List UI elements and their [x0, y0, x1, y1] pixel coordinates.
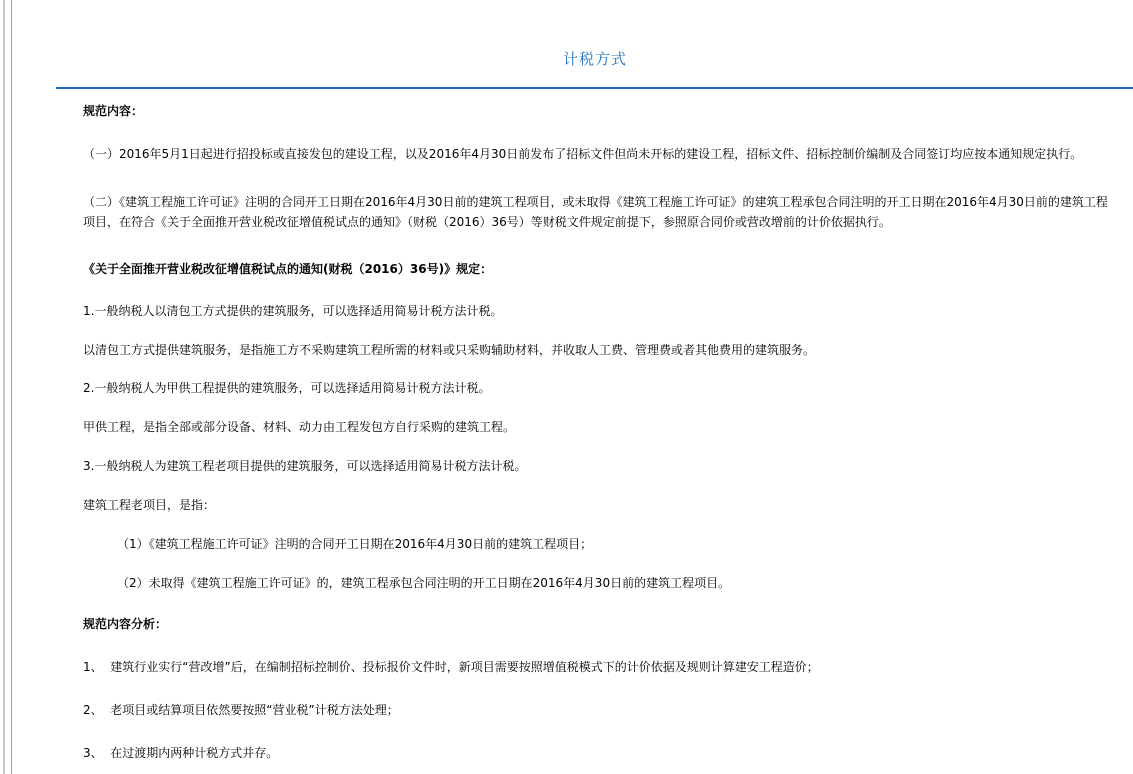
notice-item-2-desc: 甲供工程，是指全部或部分设备、材料、动力由工程发包方自行采购的建筑工程。: [83, 420, 516, 434]
notice-item-3: 3.一般纳税人为建筑工程老项目提供的建筑服务，可以选择适用简易计税方法计税。: [83, 459, 527, 473]
analysis-item-2: 2、 老项目或结算项目依然要按照“营业税”计税方法处理；: [83, 703, 399, 717]
analysis-item-1: 1、 建筑行业实行“营改增”后，在编制招标控制价、投标报价文件时，新项目需要按照增值税模式下的计价依据及规则计算建安工程造价；: [83, 660, 819, 674]
notice-item-3-desc: 建筑工程老项目，是指：: [83, 498, 216, 512]
notice-item-3-sub-2: （2）未取得《建筑工程施工许可证》的，建筑工程承包合同注明的开工日期在2016年4月30日前的建筑工程项目。: [117, 576, 731, 590]
page-title: 计税方式: [562, 50, 627, 68]
analysis-heading: 规范内容分析：: [83, 617, 168, 631]
notice-item-2: 2.一般纳税人为甲供工程提供的建筑服务，可以选择适用简易计税方法计税。: [83, 381, 491, 395]
analysis-item-3: 3、 在过渡期内两种计税方式并存。: [83, 746, 279, 760]
notice-heading: 《关于全面推开营业税改征增值税试点的通知(财税（2016）36号)》规定：: [83, 262, 493, 276]
notice-item-1-desc: 以清包工方式提供建筑服务，是指施工方不采购建筑工程所需的材料或只采购辅助材料，并收取人工费、管理费或者其他费用的建筑服务。: [83, 343, 816, 357]
notice-item-1: 1.一般纳税人以清包工方式提供的建筑服务，可以选择适用简易计税方法计税。: [83, 304, 503, 318]
spec-heading: 规范内容：: [83, 104, 144, 118]
notice-item-3-sub-1: （1）《建筑工程施工许可证》注明的合同开工日期在2016年4月30日前的建筑工程项目；: [117, 537, 593, 551]
spec-paragraph-2: （二）《建筑工程施工许可证》注明的合同开工日期在2016年4月30日前的建筑工程项目，或未取得《建筑工程施工许可证》的建筑工程承包合同注明的开工日期在2016年4月30日前的建筑工程项目，在符合《关于全面推开营业税改征增值税试点的通知》（财税（2016）36号）等财税文件规定前提下，参照原合同价或营改增前的计价依据执行。: [83, 195, 1108, 229]
window-left-border: [0, 0, 12, 774]
spec-paragraph-1: （一）2016年5月1日起进行招投标或直接发包的建设工程，以及2016年4月30日前发布了招标文件但尚未开标的建设工程，招标文件、招标控制价编制及合同签订均应按本通知规定执行。: [83, 147, 1083, 161]
title-divider: [56, 87, 1133, 89]
